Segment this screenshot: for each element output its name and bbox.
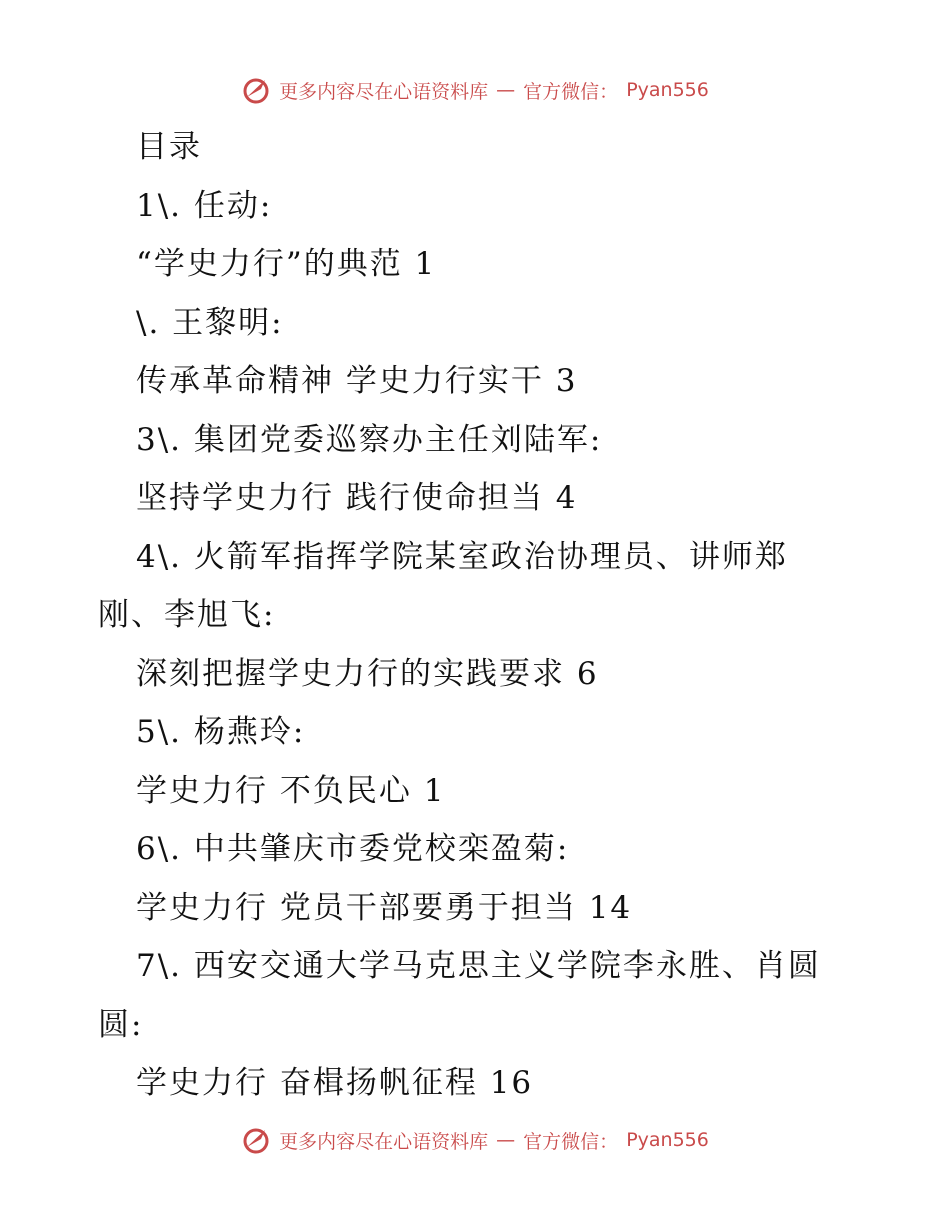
toc-line: “学史力行”的典范 1 <box>136 246 437 282</box>
watermark-separator: — <box>496 1129 516 1151</box>
toc-line: 6\. 中共肇庆市委党校栾盈菊: <box>136 831 570 867</box>
toc-line: 学史力行 奋楫扬帆征程 16 <box>136 1065 534 1101</box>
toc-line: 坚持学史力行 践行使命担当 4 <box>136 480 578 516</box>
toc-line: 传承革命精神 学史力行实干 3 <box>136 363 578 399</box>
toc-line: \. 王黎明: <box>136 304 284 341</box>
toc-title: 目录 <box>136 129 202 165</box>
toc-line: 学史力行 党员干部要勇于担当 14 <box>136 889 633 926</box>
watermark-wechat-label: 官方微信： <box>523 80 619 103</box>
watermark-wechat-label: 官方微信： <box>523 1130 619 1153</box>
header-watermark <box>0 70 950 110</box>
table-of-contents <box>0 118 950 1113</box>
watermark-separator: — <box>496 79 516 101</box>
watermark-main-text: 更多内容尽在心语资料库 <box>279 1130 489 1153</box>
toc-line: 刚、李旭飞: <box>98 597 276 633</box>
toc-line: 圆: <box>98 1006 144 1043</box>
toc-line: 深刻把握学史力行的实践要求 6 <box>136 655 599 692</box>
watermark-main-text: 更多内容尽在心语资料库 <box>279 80 489 103</box>
toc-line: 学史力行 不负民心 1 <box>136 772 446 809</box>
toc-line: 4\. 火箭军指挥学院某室政治协理员、讲师郑 <box>136 538 788 575</box>
footer-watermark <box>0 1120 950 1160</box>
toc-line: 5\. 杨燕玲: <box>136 714 306 750</box>
toc-line: 7\. 西安交通大学马克思主义学院李永胜、肖圆 <box>136 948 821 984</box>
toc-line: 3\. 集团党委巡察办主任刘陆军: <box>136 421 603 458</box>
watermark-wechat-id: Pyan556 <box>626 79 709 101</box>
watermark-wechat-id: Pyan556 <box>626 1129 709 1151</box>
feather-logo-icon <box>241 75 271 105</box>
feather-logo-icon <box>241 1125 271 1155</box>
toc-line: 1\. 任动: <box>136 187 273 224</box>
